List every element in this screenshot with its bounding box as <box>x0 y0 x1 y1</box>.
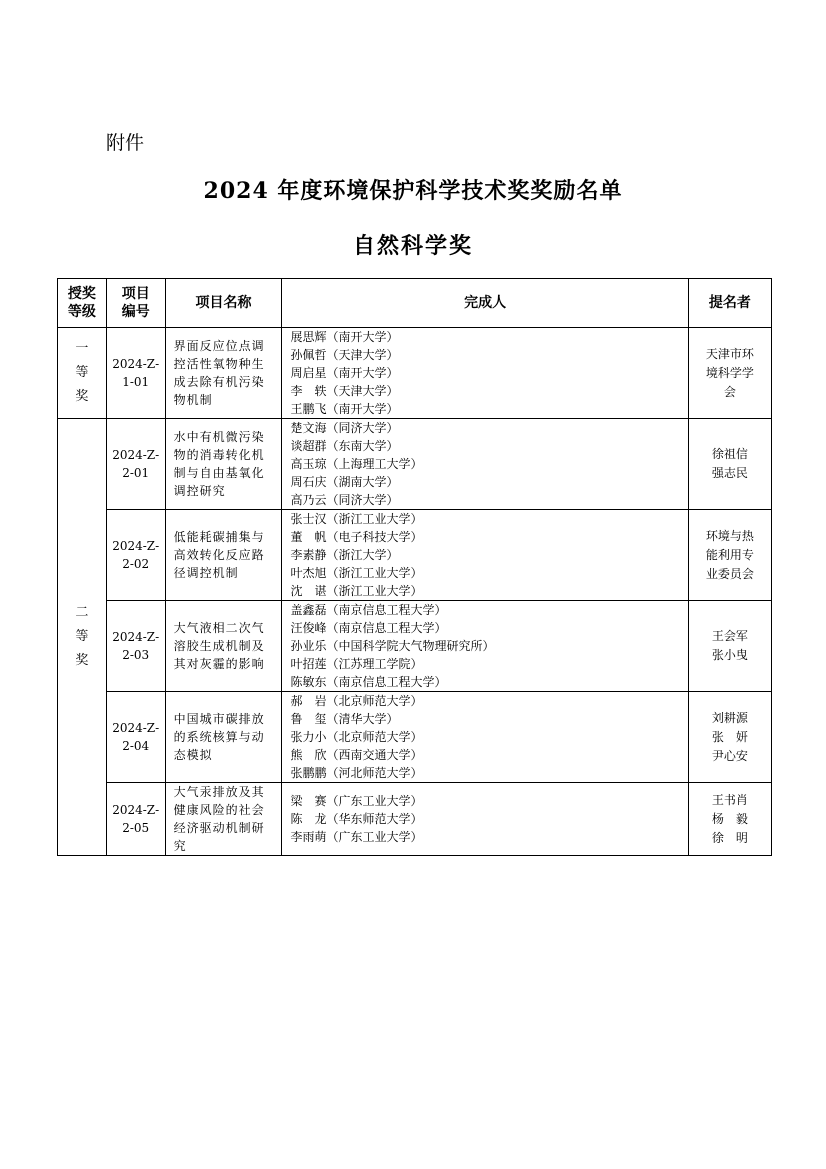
completer: 王鹏飞（南开大学） <box>290 402 399 416</box>
attachment-label: 附件 <box>106 132 145 154</box>
completer: 李素静（浙江大学） <box>290 548 399 562</box>
grade-first-prize: 一 等 奖 <box>58 328 107 419</box>
completers-list <box>282 783 688 856</box>
completers-list <box>282 601 688 692</box>
completers-list <box>282 419 688 510</box>
completer: 楚文海（同济大学） <box>290 421 399 435</box>
project-name: 大气汞排放及其健康风险的社会经济驱动机制研究 <box>165 783 282 856</box>
header-nominator: 提名者 <box>688 279 771 328</box>
completer: 熊 欣（西南交通大学） <box>290 748 423 762</box>
completers-list <box>282 510 688 601</box>
table-row <box>58 601 772 692</box>
table-row <box>58 783 772 856</box>
project-name: 大气液相二次气溶胶生成机制及其对灰霾的影响 <box>165 601 282 692</box>
table-header-row <box>58 279 772 328</box>
completer: 张士汉（浙江工业大学） <box>290 512 423 526</box>
project-code: 2024-Z-2-01 <box>106 419 165 510</box>
completer: 张力小（北京师范大学） <box>290 730 423 744</box>
completer: 李雨萌（广东工业大学） <box>290 830 423 844</box>
project-code: 2024-Z-2-03 <box>106 601 165 692</box>
header-name: 项目名称 <box>165 279 282 328</box>
header-code: 项目编号 <box>106 279 165 328</box>
completer: 董 帆（电子科技大学） <box>290 530 423 544</box>
completer: 孙佩哲（天津大学） <box>290 348 399 362</box>
completer: 展思辉（南开大学） <box>290 330 399 344</box>
header-people: 完成人 <box>282 279 688 328</box>
table-row <box>58 692 772 783</box>
project-name: 水中有机微污染物的消毒转化机制与自由基氧化调控研究 <box>165 419 282 510</box>
grade-second-prize: 二 等 奖 <box>58 419 107 856</box>
completer: 郝 岩（北京师范大学） <box>290 694 423 708</box>
award-table <box>57 278 772 856</box>
nominator: 环境与热 能利用专 业委员会 <box>688 510 771 601</box>
completer: 梁 赛（广东工业大学） <box>290 794 423 808</box>
project-name: 中国城市碳排放的系统核算与动态模拟 <box>165 692 282 783</box>
nominator: 天津市环 境科学学 会 <box>688 328 771 419</box>
project-code: 2024-Z-2-05 <box>106 783 165 856</box>
table-row <box>58 328 772 419</box>
completers-list <box>282 692 688 783</box>
completer: 叶杰旭（浙江工业大学） <box>290 566 423 580</box>
table-row <box>58 419 772 510</box>
completer: 高玉琼（上海理工大学） <box>290 457 423 471</box>
completer: 陈 龙（华东师范大学） <box>290 812 423 826</box>
completer: 周启星（南开大学） <box>290 366 399 380</box>
completer: 叶招莲（江苏理工学院） <box>290 657 423 671</box>
completer: 沈 谌（浙江工业大学） <box>290 584 423 598</box>
nominator: 刘耕源 张 妍 尹心安 <box>688 692 771 783</box>
header-grade: 授奖等级 <box>58 279 107 328</box>
completer: 陈敏东（南京信息工程大学） <box>290 675 447 689</box>
completer: 汪俊峰（南京信息工程大学） <box>290 621 447 635</box>
completer: 鲁 玺（清华大学） <box>290 712 399 726</box>
project-name: 低能耗碳捕集与高效转化反应路径调控机制 <box>165 510 282 601</box>
project-name: 界面反应位点调控活性氧物种生成去除有机污染物机制 <box>165 328 282 419</box>
nominator: 徐祖信 强志民 <box>688 419 771 510</box>
table-row <box>58 510 772 601</box>
nominator: 王书肖 杨 毅 徐 明 <box>688 783 771 856</box>
completer: 孙业乐（中国科学院大气物理研究所） <box>290 639 495 653</box>
completer: 谈超群（东南大学） <box>290 439 399 453</box>
completer: 盖鑫磊（南京信息工程大学） <box>290 603 447 617</box>
project-code: 2024-Z-2-04 <box>106 692 165 783</box>
award-category-title: 自然科学奖 <box>352 233 473 259</box>
completer: 张鹏鹏（河北师范大学） <box>290 766 423 780</box>
project-code: 2024-Z-1-01 <box>106 328 165 419</box>
document-title: 2024 年度环境保护科学技术奖奖励名单 <box>203 178 623 204</box>
nominator: 王会军 张小曳 <box>688 601 771 692</box>
project-code: 2024-Z-2-02 <box>106 510 165 601</box>
completers-list <box>282 328 688 419</box>
completer: 李 轶（天津大学） <box>290 384 399 398</box>
completer: 高乃云（同济大学） <box>290 493 399 507</box>
completer: 周石庆（湖南大学） <box>290 475 399 489</box>
